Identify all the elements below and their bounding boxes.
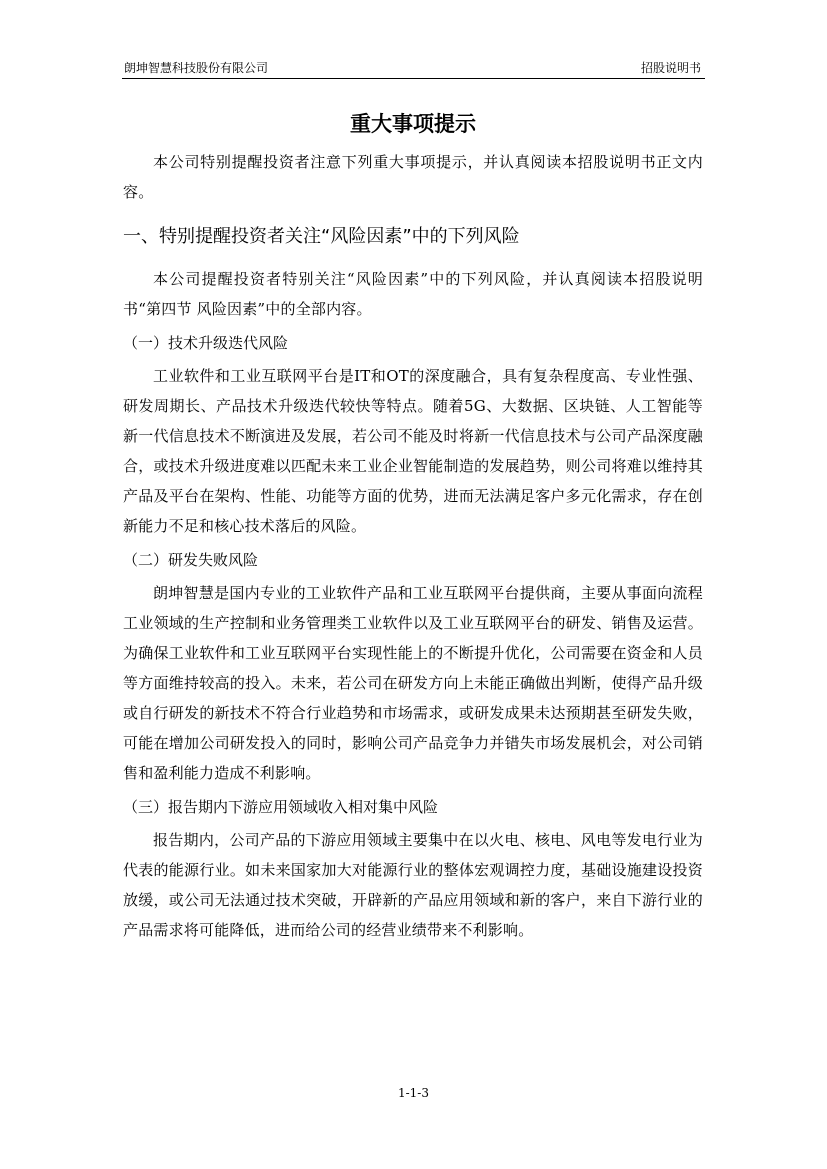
- document-title: 重大事项提示: [350, 112, 476, 136]
- header-document-type: 招股说明书: [640, 61, 701, 75]
- risk-3-heading: （三）报告期内下游应用领域收入相对集中风险: [123, 798, 439, 816]
- header-company-name: 朗坤智慧科技股份有限公司: [124, 61, 269, 75]
- risk-2-heading: （二）研发失败风险: [123, 551, 259, 569]
- risk-1-heading: （一）技术升级迭代风险: [123, 334, 289, 352]
- risk-2-body: 朗坤智慧是国内专业的工业软件产品和工业互联网平台提供商，主要从事面向流程工业领域的生产控制和业务管理类工业软件以及工业互联网平台的研发、销售及运营。为确保工业软件和工业互联网平台实现性能上的不断提升优化，公司需要在资金和人员等方面维持较高的投入。未来，若公司在研发方向上未能正确做出判断，使得产品升级或自行研发的新技术不符合行业趋势和市场需求，或研发成果未达预期甚至研发失败，可能在增加公司研发投入的同时，影响公司产品竞争力并错失市场发展机会，对公司销售和盈利能力造成不利影响。: [123, 584, 703, 782]
- section-1-heading: 一、特别提醒投资者关注“风险因素”中的下列风险: [123, 226, 520, 247]
- section-1-intro-paragraph: 本公司提醒投资者特别关注“风险因素”中的下列风险，并认真阅读本招股说明书“第四节 风险因素”中的全部内容。: [123, 270, 703, 318]
- page-number: 1-1-3: [397, 1086, 429, 1100]
- risk-1-body: 工业软件和工业互联网平台是IT和OT的深度融合，具有复杂程度高、专业性强、研发周期长、产品技术升级迭代较快等特点。随着5G、大数据、区块链、人工智能等新一代信息技术不断演进及发展，若公司不能及时将新一代信息技术与公司产品深度融合，或技术升级进度难以匹配未来工业企业智能制造的发展趋势，则公司将难以维持其产品及平台在架构、性能、功能等方面的优势，进而无法满足客户多元化需求，存在创新能力不足和核心技术落后的风险。: [123, 367, 703, 535]
- page-content: [123, 104, 703, 945]
- intro-paragraph: 本公司特别提醒投资者注意下列重大事项提示，并认真阅读本招股说明书正文内容。: [123, 153, 703, 201]
- page-header: [122, 56, 705, 79]
- risk-3-body: 报告期内，公司产品的下游应用领域主要集中在以火电、核电、风电等发电行业为代表的能源行业。如未来国家加大对能源行业的整体宏观调控力度，基础设施建设投资放缓，或公司无法通过技术突破，开辟新的产品应用领域和新的客户，来自下游行业的产品需求将可能降低，进而给公司的经营业绩带来不利影响。: [123, 831, 703, 939]
